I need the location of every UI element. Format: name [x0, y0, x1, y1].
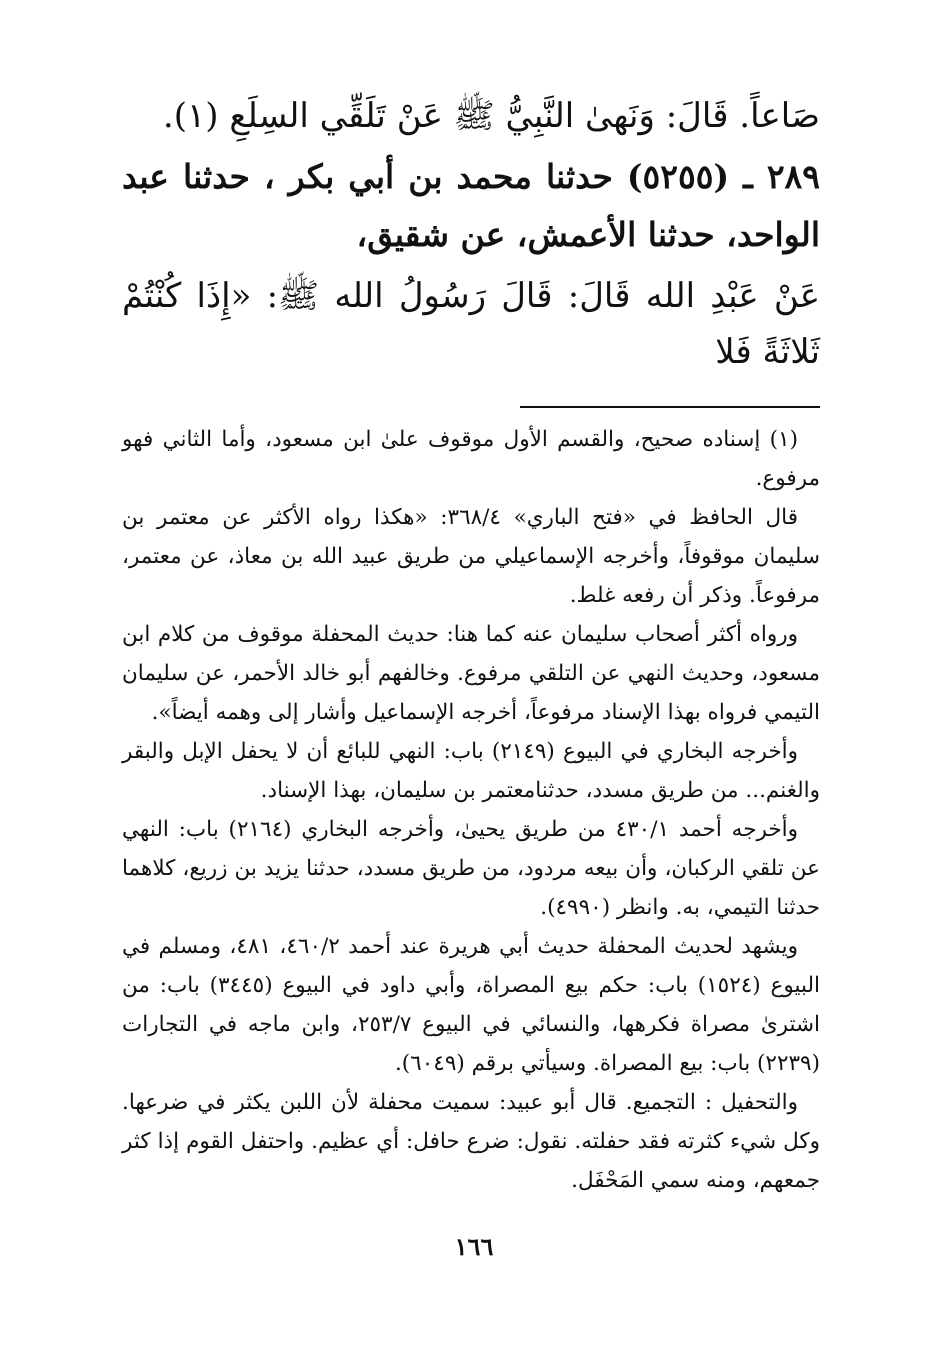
- footnotes: [122, 420, 820, 1200]
- footnote-paragraph: قال الحافظ في «فتح الباري» ٣٦٨/٤: «هكذا رواه الأكثر عن معتمر بن سليمان موقوفاً، وأخرجه الإسماعيلي من طريق عبيد الله بن معاذ، عن معتمر، مرفوعاً. وذكر أن رفعه غلط.: [122, 505, 820, 608]
- footnote-paragraph: والتحفيل : التجميع. قال أبو عبيد: سميت محفلة لأن اللبن يكثر في ضرعها. وكل شيء كثرته فقد حفلته. نقول: ضرع حافل: أي عظيم. واحتفل القوم إذا كثر جمعهم، ومنه سمي المَحْفَل.: [122, 1090, 820, 1193]
- main-text-line: صَاعاً. قَالَ: وَنَهىٰ النَّبِيُّ ﷺ عَنْ تَلَقِّي السِلَعِ (١).: [162, 96, 820, 136]
- footnote-divider: [520, 406, 820, 408]
- footnote-paragraph: وأخرجه البخاري في البيوع (٢١٤٩) باب: النهي للبائع أن لا يحفل الإبل والبقر والغنم... من طريق مسدد، حدثنامعتمر بن سليمان، بهذا الإسناد.: [122, 739, 820, 803]
- footnote-paragraph: ورواه أكثر أصحاب سليمان عنه كما هنا: حديث المحفلة موقوف من كلام ابن مسعود، وحديث النهي عن التلقي مرفوع. وخالفهم أبو خالد الأحمر، عن سليمان التيمي فرواه بهذا الإسناد مرفوعاً، أخرجه الإسماعيل وأشار إلى وهمه أيضاً».: [122, 622, 820, 725]
- footnote-paragraph: ويشهد لحديث المحفلة حديث أبي هريرة عند أحمد ٤٦٠/٢، ٤٨١، ومسلم في البيوع (١٥٢٤) باب: حكم بيع المصراة، وأبي داود في البيوع (٣٤٤٥) باب: من اشترىٰ مصراة فكرهها، والنسائي في البيوع ٢٥٣/٧، وابن ماجه في التجارات (٢٢٣٩) باب: بيع المصراة. وسيأتي برقم (٦٠٤٩).: [122, 934, 820, 1076]
- page-number: ١٦٦: [454, 1232, 494, 1261]
- main-text: [122, 88, 820, 380]
- footnote-paragraph: وأخرجه أحمد ٤٣٠/١ من طريق يحيىٰ، وأخرجه البخاري (٢١٦٤) باب: النهي عن تلقي الركبان، وأن بيعه مردود، من طريق مسدد، حدثنا يزيد بن زريع، كلاهما حدثنا التيمي، به. وانظر (٤٩٩٠).: [122, 817, 820, 920]
- hadith-header: ٢٨٩ ـ (٥٢٥٥) حدثنا محمد بن أبي بكر ، حدثنا عبد الواحد، حدثنا الأعمش، عن شقيق،: [122, 157, 820, 254]
- hadith-text: عَنْ عَبْدِ الله قَالَ: قَالَ رَسُولُ الله ﷺ: «إِذَا كُنْتُمْ ثَلاثَةً فَلا: [122, 276, 820, 372]
- footnote-paragraph: (١) إسناده صحيح، والقسم الأول موقوف علىٰ ابن مسعود، وأما الثاني فهو مرفوع.: [122, 427, 820, 491]
